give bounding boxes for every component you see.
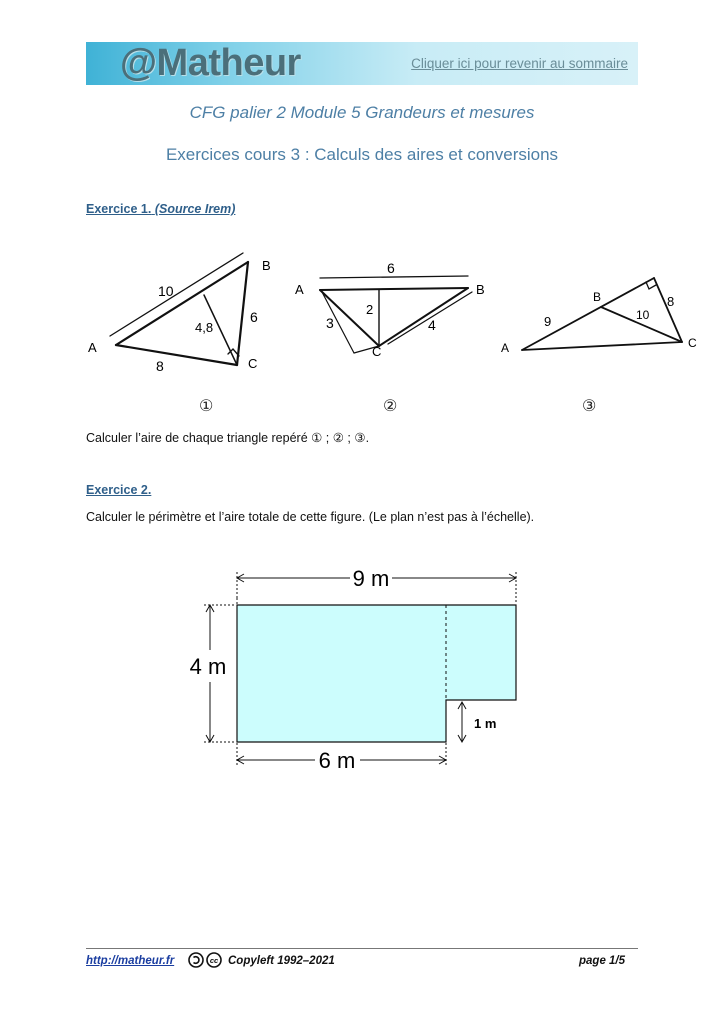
tri1-value-ab: 10 bbox=[158, 283, 174, 299]
tri1-side-bc bbox=[237, 262, 248, 365]
tri3-value-bc: 10 bbox=[636, 308, 650, 322]
tri1-value-ac: 8 bbox=[156, 358, 164, 374]
tri3-side-ac bbox=[522, 342, 682, 350]
tri3-right-angle bbox=[646, 282, 656, 289]
tri1-label-b: B bbox=[262, 258, 271, 273]
tri1-label-c: C bbox=[248, 356, 258, 371]
triangle-2-figure bbox=[292, 258, 497, 363]
tri1-value-bc: 6 bbox=[250, 309, 258, 325]
tri3-side-ab-extended bbox=[522, 278, 654, 350]
tri2-label-b: B bbox=[476, 282, 485, 297]
footer-url-link[interactable]: http://matheur.fr bbox=[86, 955, 175, 967]
back-to-summary-link[interactable]: Cliquer ici pour revenir au sommaire bbox=[411, 56, 628, 71]
exercise1-label: Exercice 1. bbox=[86, 202, 152, 216]
copyleft-cc-icon bbox=[188, 951, 224, 969]
svg-text:cc: cc bbox=[209, 956, 219, 965]
dim-step-label: 1 m bbox=[474, 716, 497, 731]
tri3-label-b: B bbox=[593, 290, 602, 304]
tri2-side-bc bbox=[379, 288, 468, 346]
exercise1-source: (Source Irem) bbox=[154, 202, 236, 216]
module-title: CFG palier 2 Module 5 Grandeurs et mesures bbox=[189, 103, 535, 122]
footer-divider bbox=[86, 948, 638, 949]
tri1-value-height: 4,8 bbox=[195, 320, 214, 335]
exercise1-instruction: Calculer l’aire de chaque triangle repéré ① ; ② ; ③. bbox=[86, 431, 370, 445]
triangle-3-figure bbox=[496, 270, 708, 360]
dim-left-label: 4 m bbox=[189, 654, 227, 679]
tri2-value-left: 3 bbox=[326, 315, 334, 331]
tri2-label-a: A bbox=[295, 282, 304, 297]
site-logo: @Matheur bbox=[120, 42, 301, 84]
tri3-value-ab: 9 bbox=[544, 314, 552, 329]
tri2-side-ab bbox=[320, 288, 468, 290]
tri3-label-c: C bbox=[688, 336, 697, 350]
tri1-dim-ab bbox=[110, 253, 243, 336]
course-title: Exercices cours 3 : Calculs des aires et conversions bbox=[165, 145, 559, 164]
tri2-value-right: 4 bbox=[428, 317, 436, 333]
exercise2-heading: Exercice 2. bbox=[86, 483, 152, 497]
tri3-label-a: A bbox=[501, 341, 510, 355]
tri2-label-c: C bbox=[372, 344, 382, 359]
footer-page-number: page 1/5 bbox=[579, 955, 626, 967]
figure-number-2: ② bbox=[383, 398, 398, 415]
tri2-dim-ab bbox=[320, 276, 468, 278]
figure-number-3: ③ bbox=[582, 398, 597, 415]
tri1-side-ac bbox=[116, 345, 237, 365]
tri2-value-height: 2 bbox=[366, 302, 374, 317]
tri2-value-ab: 6 bbox=[387, 260, 395, 276]
exercise1-heading bbox=[86, 202, 235, 216]
tri1-side-ab bbox=[116, 262, 248, 345]
dim-top-label: 9 m bbox=[352, 566, 390, 591]
figure-number-1: ① bbox=[199, 398, 214, 415]
exercise2-instruction: Calculer le périmètre et l’aire totale de cette figure. (Le plan n’est pas à l’échelle). bbox=[86, 510, 535, 524]
triangle-1-figure bbox=[86, 250, 286, 380]
composite-figure bbox=[180, 560, 540, 780]
footer-copyleft: Copyleft 1992–2021 bbox=[228, 955, 335, 967]
tri3-value-height: 8 bbox=[667, 294, 675, 309]
tri1-label-a: A bbox=[88, 340, 97, 355]
header-banner bbox=[86, 42, 638, 85]
dim-bottom-label: 6 m bbox=[318, 748, 356, 773]
